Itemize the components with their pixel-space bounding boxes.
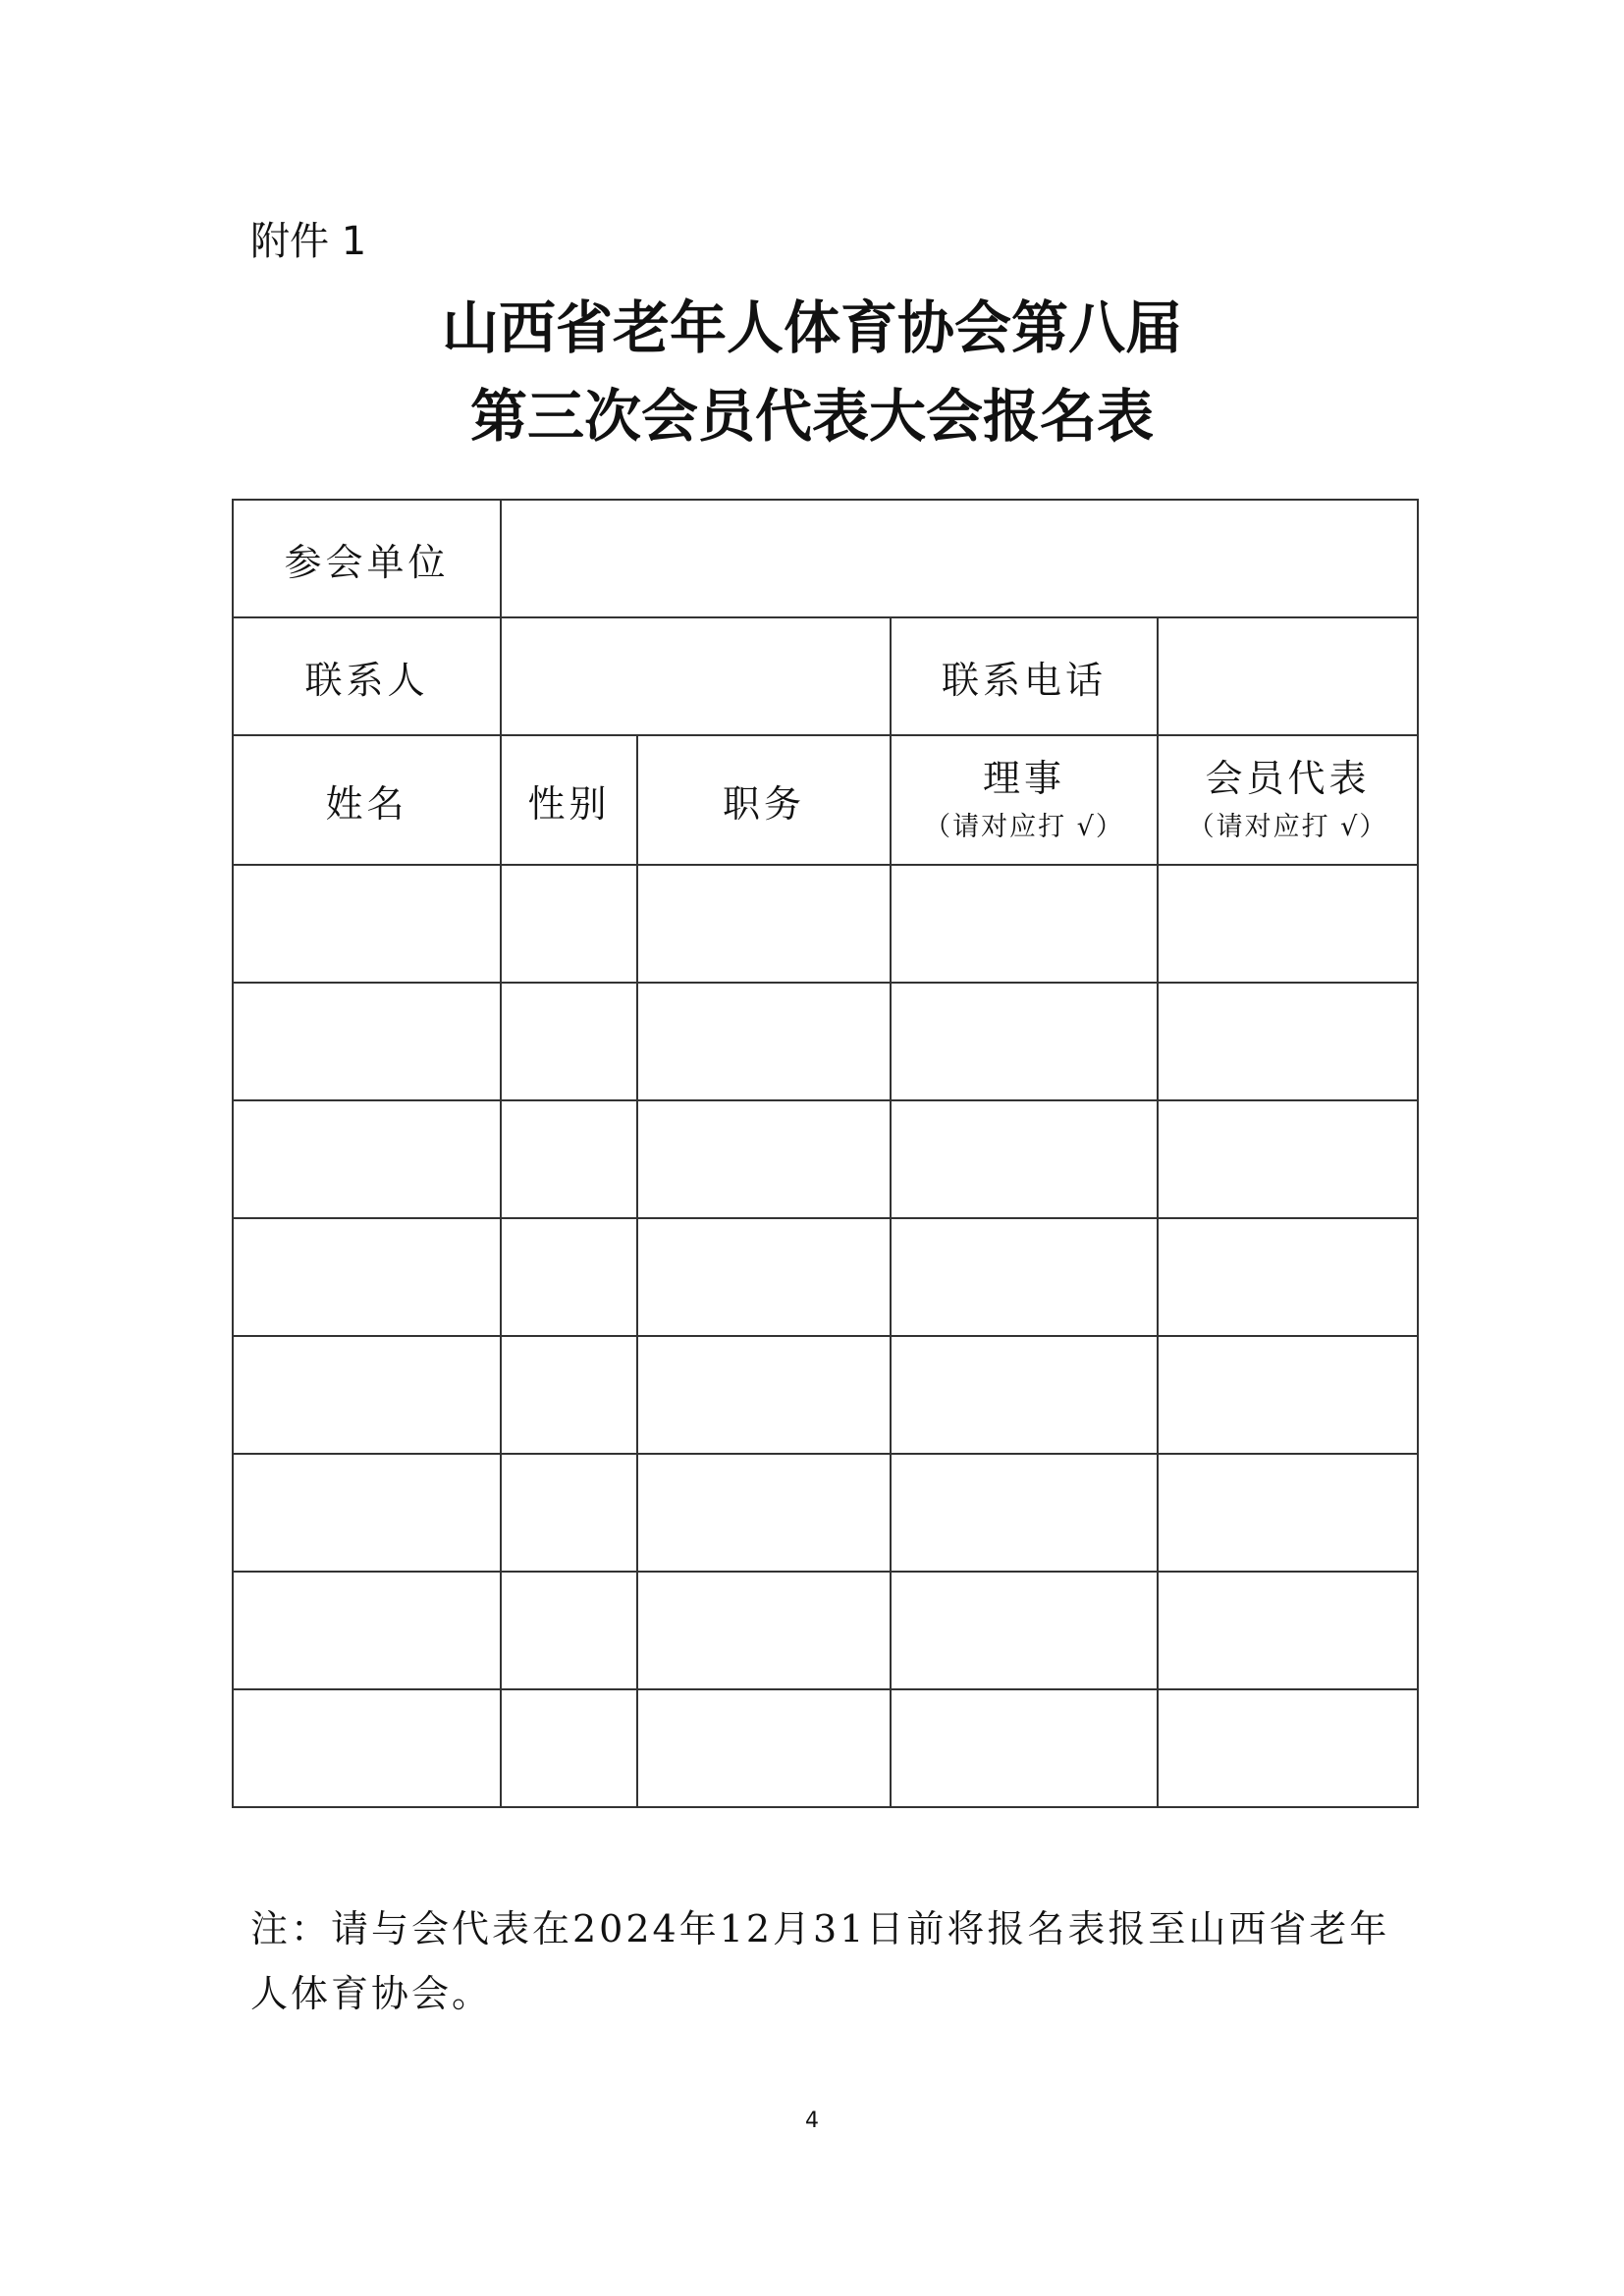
position-cell[interactable] [637,983,891,1100]
director-cell[interactable] [891,1218,1158,1336]
unit-row [233,500,1418,617]
table-row [233,1100,1418,1218]
name-cell[interactable] [233,1218,501,1336]
rep-cell[interactable] [1158,1100,1418,1218]
col-header-director [891,735,1158,865]
phone-input-cell[interactable] [1158,617,1418,735]
director-cell[interactable] [891,1454,1158,1572]
table-row [233,865,1418,983]
gender-cell[interactable] [501,1336,637,1454]
contact-input-cell[interactable] [501,617,891,735]
col-header-position: 职务 [637,735,891,865]
director-label: 理事 [982,757,1065,800]
gender-cell[interactable] [501,1689,637,1807]
form-title-line-2: 第三次会员代表大会报名表 [469,383,1154,450]
col-header-gender: 性别 [501,735,637,865]
position-cell[interactable] [637,1454,891,1572]
rep-cell[interactable] [1158,983,1418,1100]
name-cell[interactable] [233,983,501,1100]
gender-cell[interactable] [501,983,637,1100]
col-header-name: 姓名 [233,735,501,865]
rep-cell[interactable] [1158,1336,1418,1454]
rep-label: 会员代表 [1205,757,1371,800]
unit-label: 参会单位 [233,500,501,617]
director-cell[interactable] [891,1689,1158,1807]
rep-cell[interactable] [1158,1454,1418,1572]
position-cell[interactable] [637,1689,891,1807]
name-cell[interactable] [233,1454,501,1572]
table-row [233,983,1418,1100]
position-cell[interactable] [637,1572,891,1689]
position-cell[interactable] [637,1100,891,1218]
unit-input-cell[interactable] [501,500,1418,617]
rep-cell[interactable] [1158,1689,1418,1807]
column-header-row [233,735,1418,865]
gender-cell[interactable] [501,1572,637,1689]
name-cell[interactable] [233,1336,501,1454]
col-header-rep [1158,735,1418,865]
table-row [233,1218,1418,1336]
gender-cell[interactable] [501,1100,637,1218]
position-cell[interactable] [637,865,891,983]
rep-cell[interactable] [1158,865,1418,983]
director-cell[interactable] [891,1100,1158,1218]
gender-cell[interactable] [501,865,637,983]
name-cell[interactable] [233,1689,501,1807]
name-cell[interactable] [233,1572,501,1689]
attachment-label: 附件 1 [250,219,367,264]
table-row [233,1572,1418,1689]
contact-label: 联系人 [233,617,501,735]
gender-cell[interactable] [501,1454,637,1572]
director-cell[interactable] [891,865,1158,983]
director-hint: （请对应打 √） [924,812,1124,842]
phone-label: 联系电话 [891,617,1158,735]
position-cell[interactable] [637,1218,891,1336]
position-cell[interactable] [637,1336,891,1454]
director-cell[interactable] [891,983,1158,1100]
name-cell[interactable] [233,1100,501,1218]
form-title-line-1: 山西省老年人体育协会第八届 [441,294,1182,361]
gender-cell[interactable] [501,1218,637,1336]
rep-cell[interactable] [1158,1218,1418,1336]
rep-cell[interactable] [1158,1572,1418,1689]
contact-row [233,617,1418,735]
page-number: 4 [805,2109,819,2133]
rep-hint: （请对应打 √） [1187,812,1388,842]
director-cell[interactable] [891,1572,1158,1689]
table-row [233,1336,1418,1454]
director-cell[interactable] [891,1336,1158,1454]
registration-table [232,499,1419,1808]
submission-note: 注：请与会代表在2024年12月31日前将报名表报至山西省老年人体育协会。 [250,1907,1390,2015]
name-cell[interactable] [233,865,501,983]
table-row [233,1689,1418,1807]
table-row [233,1454,1418,1572]
